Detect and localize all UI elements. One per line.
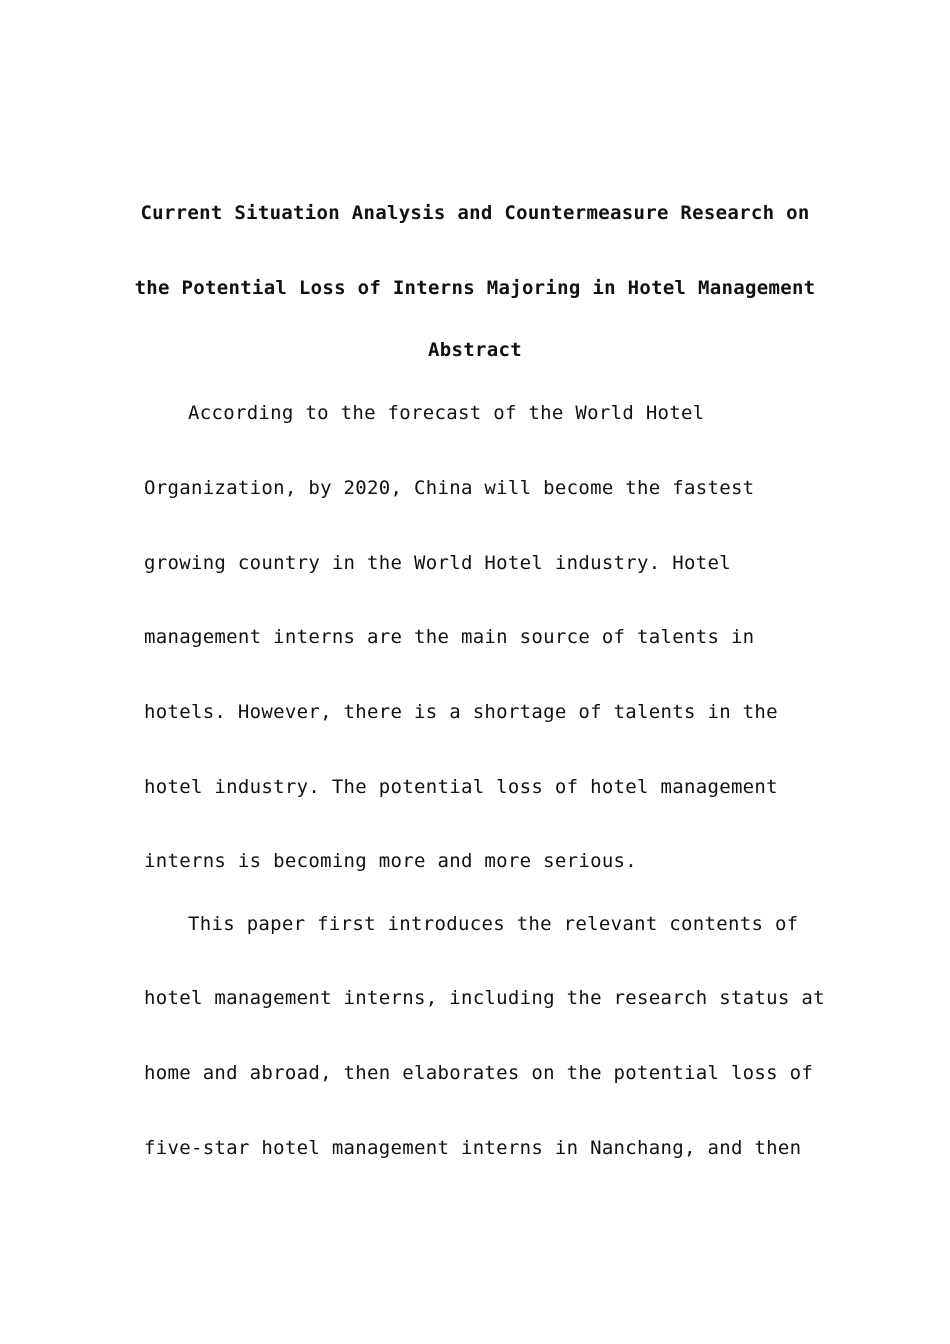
paragraph-2-line-3: home and abroad, then elaborates on the potential loss of: [144, 1062, 814, 1084]
paragraph-2-line-1: This paper first introduces the relevant contents of: [188, 913, 799, 935]
paragraph-1-line-1: According to the forecast of the World Hotel: [188, 402, 705, 424]
paragraph-2-line-2: hotel management interns, including the research status at: [144, 987, 825, 1009]
abstract-heading: Abstract: [428, 339, 522, 361]
title-line-1: Current Situation Analysis and Countermeasure Research on: [140, 202, 810, 224]
paragraph-1-line-6: hotel industry. The potential loss of hotel management: [144, 776, 778, 798]
paragraph-1-line-3: growing country in the World Hotel industry. Hotel: [144, 552, 731, 574]
paragraph-1-line-2: Organization, by 2020, China will become the fastest: [144, 477, 755, 499]
paragraph-1-line-4: management interns are the main source of talents in: [144, 626, 755, 648]
paragraph-1-line-7: interns is becoming more and more serious.: [144, 850, 638, 872]
paragraph-1-line-5: hotels. However, there is a shortage of talents in the: [144, 701, 778, 723]
paragraph-2-line-4: five-star hotel management interns in Nanchang, and then: [144, 1137, 802, 1159]
title-line-2: the Potential Loss of Interns Majoring in Hotel Management: [134, 277, 816, 299]
